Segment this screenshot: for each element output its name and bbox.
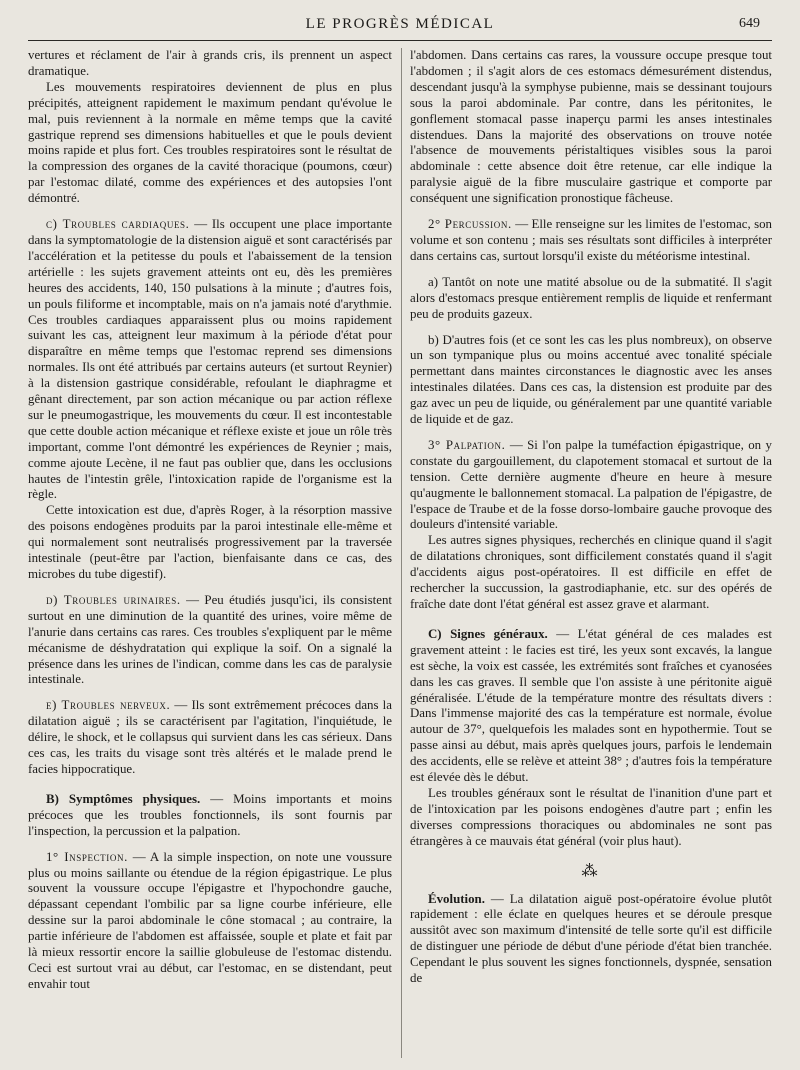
paragraph: b) D'autres fois (et ce sont les cas les plus nombreux), on observe un son tympanique plus ou moins accentué avec tonalité spéciale permettant dans maintes circonstances le diagnostic avec les anses intestinales dilatées. Dans ces cas, la distension est produite par des gaz avec un peu de liquide, ou généralement par une quantité variable de liquide et de gaz. <box>410 332 772 427</box>
section-paragraph <box>410 627 772 786</box>
section-heading: 2° Percussion. <box>428 217 512 232</box>
paragraph-text: — L'état général de ces malades est gravement atteint : le facies est tiré, les yeux sont excavés, la langue est sèche, la voix est cassée, les extrémités sont fraîches et cyanosées dans les cas graves. Il semble que l'on assiste à une péritonite aiguë généralisée. L'étude de la température montre des résultats divers : Dans l'immense majorité des cas la température est normale, évolue autour de 37°, quelquefois les malades sont en hypothermie. Tout se passe ainsi au début, mais après quelques jours, parfois le lendemain des accidents, elle se relève et atteint 38° ; d'autres fois la température est élevée dès le début. <box>410 626 772 785</box>
paragraph-text: — Peu étudiés jusqu'ici, ils consistent surtout en une diminution de la quantité des urines, voire même de l'anurie dans certains cas rares. Ces troubles s'expliquent par le même mécanisme de déshydratation qui explique la soif. On a signalé la présence dans les urines de l'indican, comme dans les cas de paralysie intestinale. <box>28 592 392 687</box>
paragraph: Cette intoxication est due, d'après Roger, à la résorption massive des poisons endogènes produits par la paroi intestinale elle-même et qui normalement sont neutralisés progressivement par la traversée intestinale (peut-être par l'action, bienfaisante dans ce cas, des microbes du tube digestif). <box>28 503 392 581</box>
left-column <box>28 48 392 1066</box>
section-heading: C) Signes généraux. <box>428 626 548 641</box>
paragraph: l'abdomen. Dans certains cas rares, la voussure occupe presque tout l'abdomen ; il s'agit alors de ces estomacs démesurément distendus, descendant jusqu'à la symphyse pubienne, mais se dessinant toujours sous la paroi abdominale. Par contre, dans les péritonites, le gonflement stomacal passe inaperçu parmi les anses intestinales distendues. Dans la majorité des observations on trouve notée l'absence de mouvements péristaltiques visibles sous la paroi abdominale : cette absence doit être retenue, car elle indique la paralysie aiguë de la fibre musculaire gastrique et comporte par conséquent une signification pronostique fâcheuse. <box>410 48 772 206</box>
paragraph: Les autres signes physiques, recherchés en clinique quand il s'agit de dilatations chroniques, sont difficilement constatés quand il s'agit d'accidents aigus post-opératoires. Il est difficile en effet de rechercher la succussion, la gastrodiaphanie, etc. sur des opérés de fraîche date dont l'état général est assez grave et alarmant. <box>410 533 772 611</box>
running-header <box>0 14 800 36</box>
section-paragraph <box>28 698 392 778</box>
section-heading: 1° Inspection. <box>46 849 128 864</box>
section-paragraph <box>28 792 392 840</box>
paragraph: Les mouvements respiratoires deviennent de plus en plus précipités, atteignent rapidement le maximum pendant qu'évolue le mal, puis reviennent à la normale en même temps que la cavité gastrique reprend ses dimensions habituelles et que le pouls devient moins rapide et plus fort. Ces troubles respiratoires sont le résultat de la compression des organes de la cavité thoracique (poumons, cœur) par l'estomac dilaté, comme des expériences et des autopsies l'ont démontré. <box>28 79 392 206</box>
paragraph: a) Tantôt on note une matité absolue ou de la submatité. Il s'agit alors d'estomacs presque entièrement remplis de liquide et renfermant peu de produits gazeux. <box>410 274 772 321</box>
paragraph-text: — Si l'on palpe la tuméfaction épigastrique, on y constate du gargouillement, du clapotement stomacal et surtout de la tension. Cette dernière augmente d'heure en heure à mesure qu'augmente le ballonnement stomacal. La palpation de l'épigastre, de l'espace de Traube et de la fosse dorso-lombaire gauche provoque des douleurs d'intensité variable. <box>410 437 772 532</box>
section-paragraph <box>28 593 392 688</box>
page-number: 649 <box>739 16 760 31</box>
paragraph-text: — La dilatation aiguë post-opératoire évolue plutôt rapidement : elle éclate en quelques heures et se déroule presque aussitôt avec son maximum d'intensité de telle sorte qu'il est difficile de distinguer une période de début d'une période d'état bien tranchée. Cependant le plus souvent les signes fonctionnels, dyspnée, sensation de <box>410 891 772 986</box>
section-heading: c) Troubles cardiaques. <box>46 217 190 232</box>
journal-title: LE PROGRÈS MÉDICAL <box>305 16 495 32</box>
right-column <box>410 48 772 1066</box>
paragraph-text: — A la simple inspection, on note une voussure plus ou moins saillante ou étendue de la région épigastrique. Le plus souvent la voussure occupe l'épigastre et l'hypochondre gauche, dépassant cependant l'ombilic par sa ligne courbe inférieure, elle dessine sur la paroi abdominale le cône stomacal ; au contraire, la partie inférieure de l'abdomen est affaissée, souple et plate et fait par là mieux ressortir encore la saillie globuleuse de l'estomac distendu. Ceci est surtout vrai au début, car l'estomac, en se distendant, peut envahir tout <box>28 849 392 991</box>
section-heading: e) Troubles nerveux. <box>46 698 171 713</box>
header-rule <box>28 40 772 41</box>
paragraph: vertures et réclament de l'air à grands cris, ils prennent un aspect dramatique. <box>28 48 392 78</box>
paragraph-text: — Ils occupent une place importante dans la symptomatologie de la distension aiguë et sont caractérisés par l'accélération et la petitesse du pouls et l'abaissement de la tension artérielle : les sujets gravement atteints ont eu, dès les premières heures des accidents, 140, 150 pulsations à la minute ; d'autres fois, un pouls filiforme et incomptable, mais on n'a jamais noté d'arythmie. Ces troubles cardiaques apparaissent plus ou moins rapidement suivant les cas, atteignent leur maximum à la période d'état pour disparaître en même temps que l'estomac reprend ses dimensions normales. Ils ont été attribués par certains auteurs (et surtout Reynier) à la distension gastrique considérable, refoulant le diaphragme et gênant directement, par son action mécanique ou par action réflexe sur le pneumogastrique, les mouvements du cœur. Il est incontestable que cette double action mécanique et réflexe existe et joue un rôle très important, comme l'ont démontré les expériences de Reynier ; mais, comme ajoute Lecène, il ne faut pas oublier que, dans les occlusions hautes de l'intestin grêle, l'intoxication rapide de l'organisme est la règle. <box>28 217 392 502</box>
paragraph-text: — Moins importants et moins précoces que les troubles fonctionnels, ils sont fournis par l'inspection, la percussion et la palpation. <box>28 791 392 838</box>
section-ornament: ⁂ <box>581 862 601 880</box>
section-paragraph <box>410 438 772 533</box>
section-paragraph <box>410 892 772 987</box>
section-heading: 3° Palpation. <box>428 437 506 452</box>
paragraph: Les troubles généraux sont le résultat de l'inanition d'une part et de l'intoxication par les poisons endogènes d'autre part ; enfin les diverses compressions thoraciques ou abdominales ne sont pas étrangères à ce mauvais état général (voir plus haut). <box>410 785 772 848</box>
paragraph-text: — Elle renseigne sur les limites de l'estomac, son volume et son contenu ; mais ses résultats sont difficiles à interpréter dans certains cas, surtout lorsqu'il existe du météorisme intestinal. <box>410 217 772 263</box>
section-paragraph <box>28 217 392 503</box>
section-paragraph <box>410 217 772 265</box>
section-paragraph <box>28 850 392 993</box>
section-heading: d) Troubles urinaires. <box>46 592 181 607</box>
section-heading: Évolution. <box>428 891 485 906</box>
paragraph-text: — Ils sont extrêmement précoces dans la dilatation aiguë ; ils se caractérisent par l'agitation, l'inquiétude, le délire, le shock, et le collapsus qui survient dans les cas sérieux. Dans ces cas, les traits du visage sont très altérés et le malade prend le facies hippocratique. <box>28 698 392 776</box>
column-separator <box>401 48 402 1058</box>
section-heading: B) Symptômes physiques. <box>46 791 201 806</box>
